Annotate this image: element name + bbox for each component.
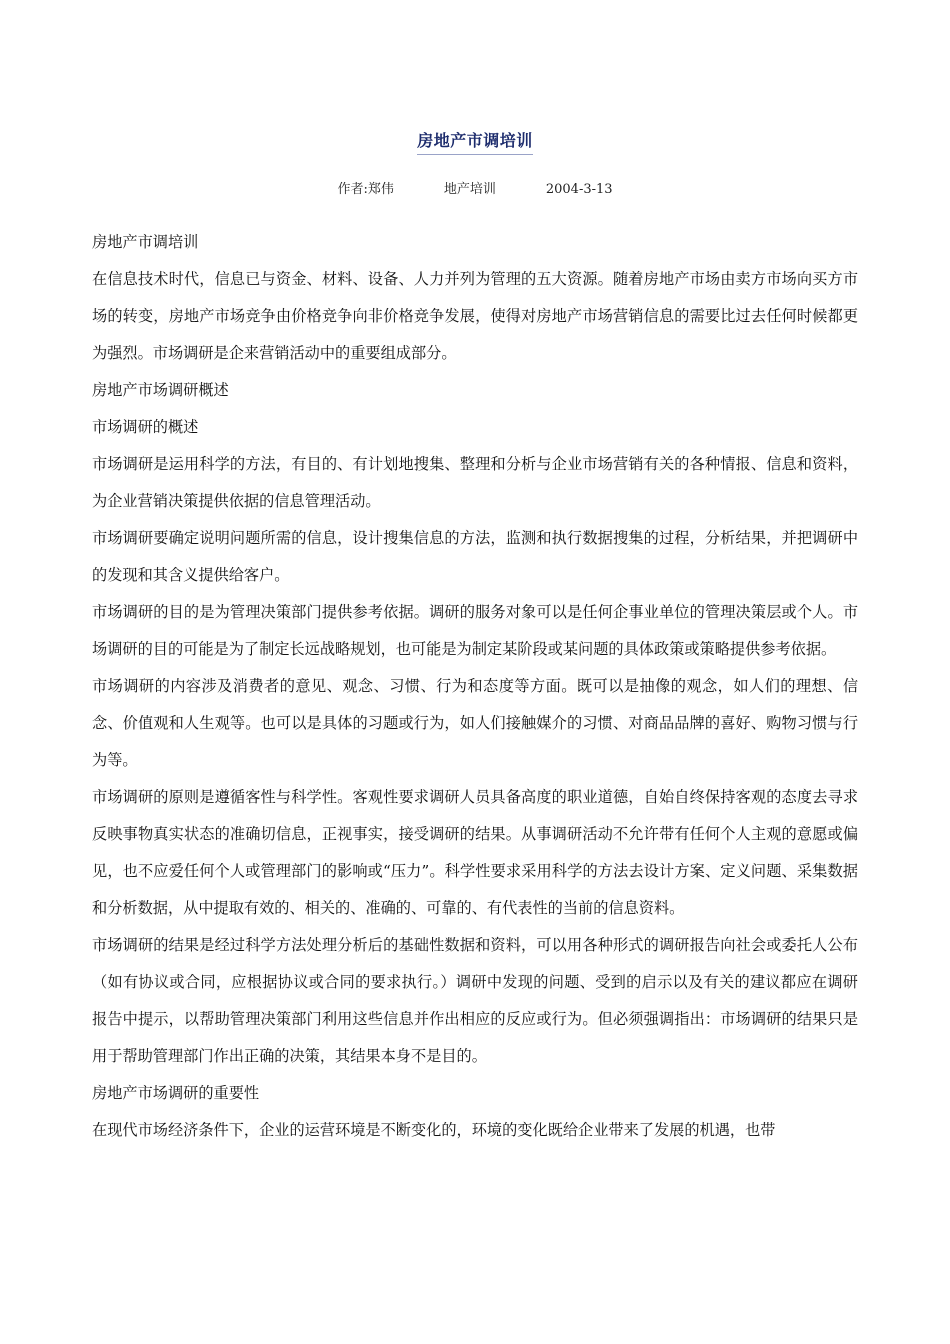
section-heading: 房地产市场调研的重要性 xyxy=(92,1084,260,1102)
document-body xyxy=(92,224,858,1149)
paragraph: 市场调研的结果是经过科学方法处理分析后的基础性数据和资料，可以用各种形式的调研报告向社会或委托人公布（如有协议或合同，应根据协议或合同的要求执行。）调研中发现的问题、受到的启示以及有关的建议都应在调研报告中提示，以帮助管理决策部门利用这些信息并作出相应的反应或行为。但必须强调指出：市场调研的结果只是用于帮助管理部门作出正确的决策，其结果本身不是目的。 xyxy=(92,936,858,1065)
subsection-heading: 市场调研的概述 xyxy=(92,418,199,436)
date: 2004-3-13 xyxy=(545,182,613,197)
paragraph: 市场调研的目的是为管理决策部门提供参考依据。调研的服务对象可以是任何企事业单位的管理决策层或个人。市场调研的目的可能是为了制定长远战略规划，也可能是为制定某阶段或某问题的具体政策或策略提供参考依据。 xyxy=(92,603,858,658)
paragraph: 市场调研的内容涉及消费者的意见、观念、习惯、行为和态度等方面。既可以是抽像的观念，如人们的理想、信念、价值观和人生观等。也可以是具体的习题或行为，如人们接触媒介的习惯、对商品品牌的喜好、购物习惯与行为等。 xyxy=(92,677,858,769)
title-block xyxy=(0,128,950,155)
paragraph: 市场调研是运用科学的方法，有目的、有计划地搜集、整理和分析与企业市场营销有关的各种情报、信息和资料，为企业营销决策提供依据的信息管理活动。 xyxy=(92,455,858,510)
document-meta xyxy=(0,178,950,197)
section-heading: 房地产市场调研概述 xyxy=(92,381,229,399)
document-title[interactable]: 房地产市调培训 xyxy=(417,128,533,155)
paragraph: 在现代市场经济条件下，企业的运营环境是不断变化的，环境的变化既给企业带来了发展的机遇，也带 xyxy=(92,1121,776,1139)
paragraph: 市场调研的原则是遵循客性与科学性。客观性要求调研人员具备高度的职业道德，自始自终保持客观的态度去寻求反映事物真实状态的准确切信息，正视事实，接受调研的结果。从事调研活动不允许带有任何个人主观的意愿或偏见，也不应爱任何个人或管理部门的影响或“压力”。科学性要求采用科学的方法去设计方案、定义问题、采集数据和分析数据，从中提取有效的、相关的、准确的、可靠的、有代表性的当前的信息资料。 xyxy=(92,788,858,917)
paragraph: 市场调研要确定说明问题所需的信息，设计搜集信息的方法，监测和执行数据搜集的过程，分析结果，并把调研中的发现和其含义提供给客户。 xyxy=(92,529,858,584)
paragraph: 在信息技术时代，信息已与资金、材料、设备、人力并列为管理的五大资源。随着房地产市场由卖方市场向买方市场的转变，房地产市场竞争由价格竞争向非价格竞争发展，使得对房地产市场营销信息的需要比过去任何时候都更为强烈。市场调研是企来营销活动中的重要组成部分。 xyxy=(92,270,858,362)
paragraph: 房地产市调培训 xyxy=(92,233,199,251)
category: 地产培训 xyxy=(443,182,496,197)
author: 作者:郑伟 xyxy=(337,182,394,197)
